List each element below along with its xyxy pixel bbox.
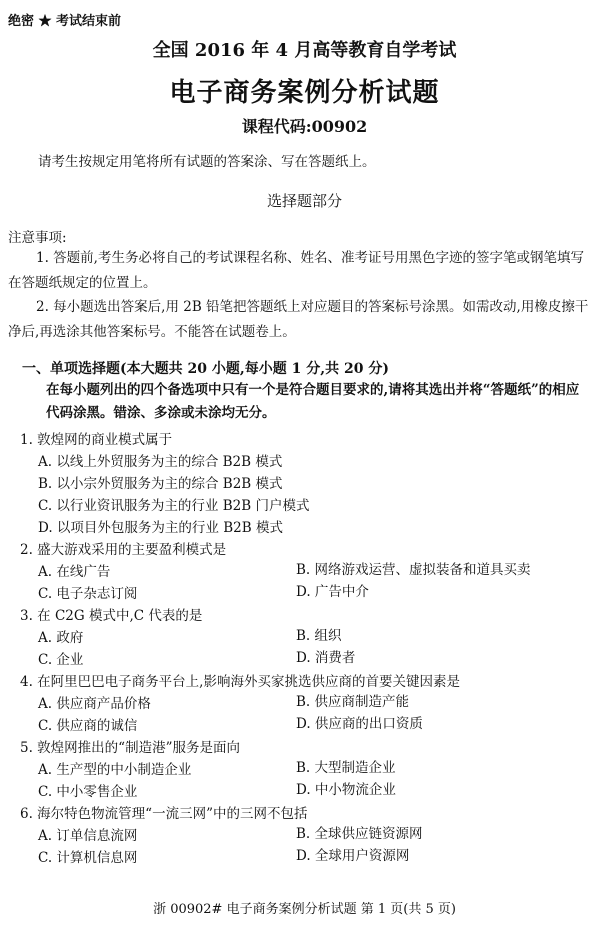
question-option: B. 以小宗外贸服务为主的综合 B2B 模式 [38, 476, 283, 492]
question-option: D. 中小物流企业 [296, 782, 396, 798]
question-option: D. 消费者 [296, 650, 356, 666]
note-item-2: 2. 每小题选出答案后,用 2B 铅笔把答题纸上对应题目的答案标号涂黑。如需改动,用橡皮擦干净后,再选涂其他答案标号。不能答在试题卷上。 [8, 299, 589, 340]
question-option: B. 全球供应链资源网 [296, 826, 423, 842]
part-one-title: 一、单项选择题(本大题共 20 小题,每小题 1 分,共 20 分) [22, 361, 389, 377]
question-option: D. 全球用户资源网 [296, 848, 410, 864]
question-option: A. 在线广告 [38, 564, 111, 580]
question-option: C. 以行业资讯服务为主的行业 B2B 门户模式 [38, 498, 310, 514]
question-option: C. 电子杂志订阅 [38, 586, 138, 602]
question-option: C. 中小零售企业 [38, 784, 138, 800]
confidential-label: 绝密 ★ 考试结束前 [8, 14, 122, 29]
exam-name: 全国 2016 年 4 月高等教育自学考试 [152, 40, 457, 61]
question-option: C. 供应商的诚信 [38, 718, 138, 734]
question-stem: 3. 在 C2G 模式中,C 代表的是 [20, 608, 203, 624]
question-stem: 5. 敦煌网推出的“制造港”服务是面向 [20, 740, 240, 756]
question-option: B. 大型制造企业 [296, 760, 396, 776]
question-option: B. 组织 [296, 628, 342, 644]
question-stem: 6. 海尔特色物流管理“一流三网”中的三网不包括 [20, 806, 308, 822]
part-one-description: 在每小题列出的四个备选项中只有一个是符合题目要求的,请将其选出并将“答题纸”的相应代码涂黑。错涂、多涂或未涂均无分。 [46, 382, 580, 421]
question-option: B. 网络游戏运营、虚拟装备和道具买卖 [296, 562, 531, 578]
question-option: A. 供应商产品价格 [38, 696, 151, 712]
question-option: D. 广告中介 [296, 584, 369, 600]
question-option: A. 订单信息流网 [38, 828, 138, 844]
section-title: 选择题部分 [266, 192, 342, 210]
question-stem: 2. 盛大游戏采用的主要盈利模式是 [20, 542, 227, 558]
paper-title: 电子商务案例分析试题 [169, 78, 440, 108]
question-option: C. 企业 [38, 652, 84, 668]
question-stem: 4. 在阿里巴巴电子商务平台上,影响海外买家挑选供应商的首要关键因素是 [20, 674, 460, 690]
question-option: B. 供应商制造产能 [296, 694, 410, 710]
course-code: 课程代码:00902 [241, 117, 368, 136]
question-option: C. 计算机信息网 [38, 850, 138, 866]
page-footer: 浙 00902# 电子商务案例分析试题 第 1 页(共 5 页) [153, 902, 456, 917]
answer-instruction: 请考生按规定用笔将所有试题的答案涂、写在答题纸上。 [38, 154, 376, 170]
notes-heading: 注意事项: [8, 230, 67, 246]
question-option: A. 政府 [38, 630, 84, 646]
question-option: A. 以线上外贸服务为主的综合 B2B 模式 [38, 454, 283, 470]
question-option: D. 以项目外包服务为主的行业 B2B 模式 [38, 520, 283, 536]
question-stem: 1. 敦煌网的商业模式属于 [20, 432, 173, 448]
question-option: A. 生产型的中小制造企业 [38, 762, 192, 778]
question-option: D. 供应商的出口资质 [296, 716, 423, 732]
note-item-1: 1. 答题前,考生务必将自己的考试课程名称、姓名、准考证号用黑色字迹的签字笔或钢笔填写在答题纸规定的位置上。 [8, 250, 584, 291]
